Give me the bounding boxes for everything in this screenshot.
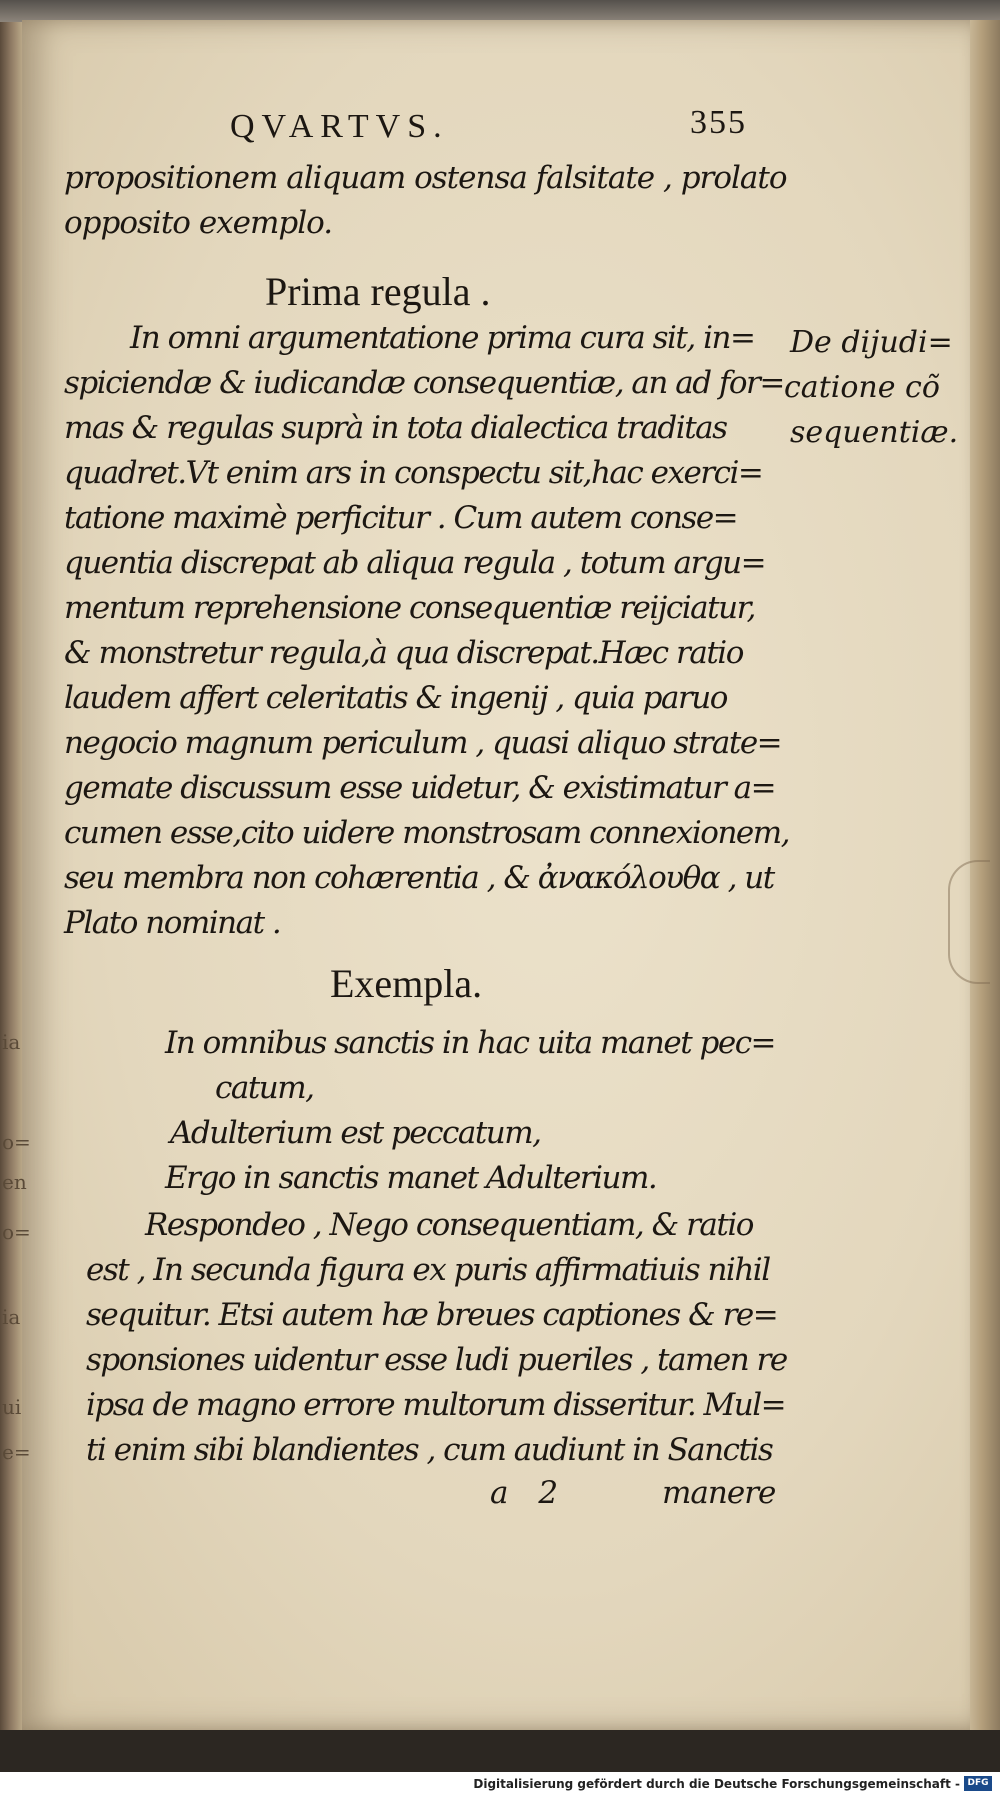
- text-line: ti enim sibi blandientes , cum audiunt in Sanctis: [86, 1432, 773, 1468]
- text-line: & monstretur regula,à qua discrepat.Hæc ratio: [64, 635, 743, 671]
- footer-bar: [0, 1772, 1000, 1796]
- marginal-note-line: catione cõ: [784, 370, 940, 405]
- syllogism-line: In omnibus sanctis in hac uita manet pec=: [165, 1025, 776, 1061]
- facing-page-fragment: o=: [2, 1220, 31, 1244]
- section-heading: Prima regula .: [265, 269, 491, 314]
- text-line: tatione maximè perficitur . Cum autem conse=: [64, 500, 738, 536]
- text-line: Plato nominat .: [64, 905, 281, 941]
- text-line: sponsiones uidentur esse ludi pueriles , tamen re: [86, 1342, 787, 1378]
- facing-page-fragment: ia: [2, 1030, 21, 1054]
- text-line: quentia discrepat ab aliqua regula , totum argu=: [64, 545, 766, 581]
- text-line: mas & regulas suprà in tota dialectica traditas: [64, 410, 727, 446]
- syllogism-line: Adulterium est peccatum,: [170, 1115, 541, 1151]
- text-line: cumen esse,cito uidere monstrosam connexionem,: [64, 815, 790, 851]
- text-line: ipsa de magno errore multorum disseritur. Mul=: [86, 1387, 786, 1423]
- clasp-shadow: [948, 860, 990, 984]
- facing-page-fragment: en: [2, 1170, 27, 1194]
- text-line: gemate discussum esse uidetur, & existimatur a=: [64, 770, 776, 806]
- marginal-note-line: De dijudi=: [790, 325, 953, 360]
- text-line: propositionem aliquam ostensa falsitate , prolato: [64, 160, 787, 196]
- text-line: spiciendæ & iudicandæ consequentiæ, an ad for=: [64, 365, 784, 401]
- footer-credit: Digitalisierung gefördert durch die Deutsche Forschungsgemeinschaft -: [473, 1777, 960, 1791]
- section-heading: Exempla.: [330, 961, 483, 1006]
- text-line: mentum reprehensione consequentiæ reijciatur,: [64, 590, 755, 626]
- facing-page-fragment: ia: [2, 1305, 21, 1329]
- running-head-title: QVARTVS.: [230, 108, 449, 145]
- syllogism-line: catum,: [215, 1070, 314, 1106]
- text-line: quadret.Vt enim ars in conspectu sit,hac exerci=: [64, 455, 763, 491]
- facing-page-fragment: e=: [2, 1440, 31, 1464]
- text-line: negocio magnum periculum , quasi aliquo strate=: [64, 725, 782, 761]
- page-number: 355: [690, 104, 747, 141]
- facing-page-fragment: o=: [2, 1130, 31, 1154]
- text-line: In omni argumentatione prima cura sit, in=: [130, 320, 755, 356]
- text-line: Respondeo , Nego consequentiam, & ratio: [145, 1207, 753, 1243]
- catchword: manere: [662, 1475, 776, 1511]
- dfg-logo: DFG: [964, 1776, 992, 1791]
- marginal-note-line: sequentiæ.: [790, 415, 959, 450]
- top-binding-strip: [0, 0, 1000, 22]
- syllogism-line: Ergo in sanctis manet Adulterium.: [165, 1160, 657, 1196]
- text-line: seu membra non cohærentia , & ἀνακόλουθα , ut: [64, 860, 774, 896]
- facing-page-fragment: ui: [2, 1395, 22, 1419]
- text-line: sequitur. Etsi autem hæ breues captiones & re=: [86, 1297, 778, 1333]
- text-line: laudem affert celeritatis & ingenij , quia paruo: [64, 680, 727, 716]
- text-line: est , In secunda figura ex puris affirmatiuis nihil: [86, 1252, 770, 1288]
- text-line: opposito exemplo.: [64, 205, 333, 241]
- scan-bottom-strip: [0, 1730, 1000, 1772]
- signature-mark: a 2: [490, 1475, 569, 1511]
